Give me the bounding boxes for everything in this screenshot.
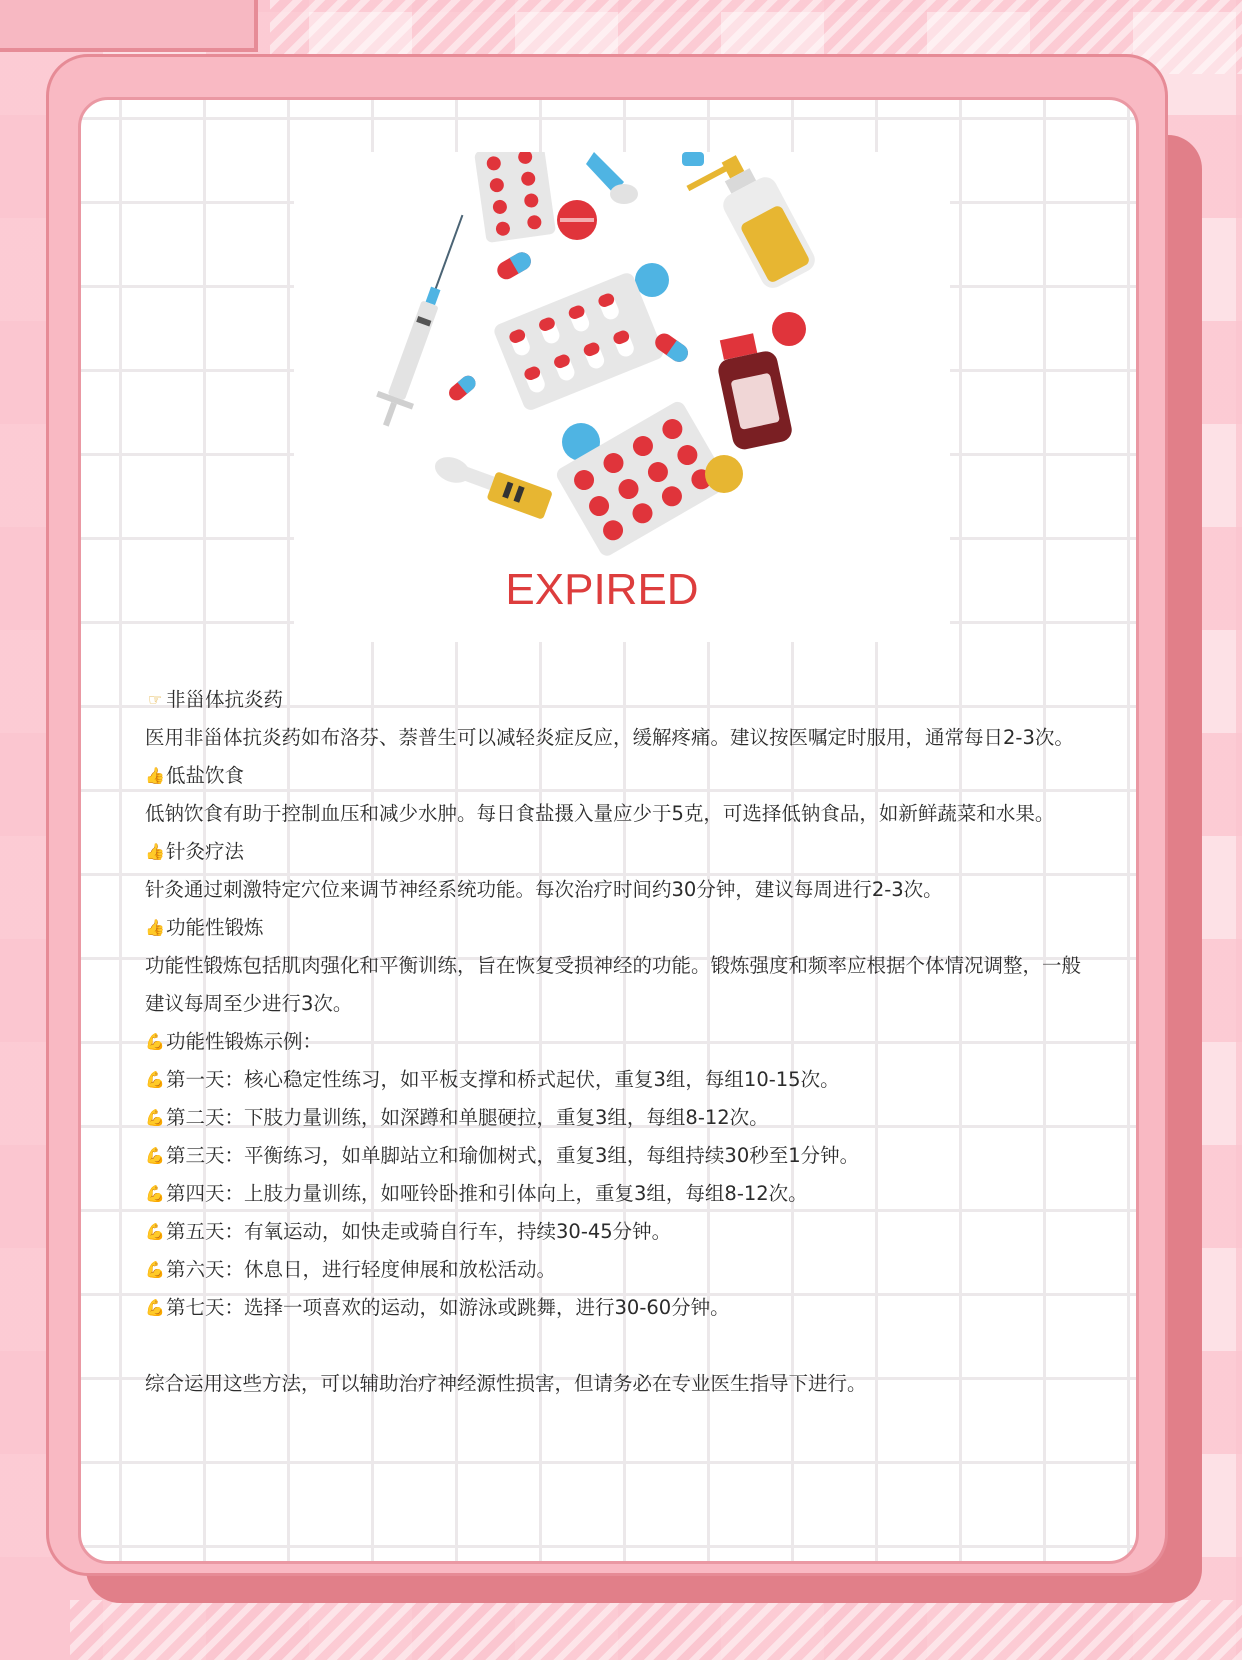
example-day	[145, 1251, 1090, 1289]
example-day	[145, 1099, 1090, 1137]
medicine-illustration-svg	[294, 152, 950, 642]
example-day	[145, 1213, 1090, 1251]
blister-pack-bottom-icon	[554, 399, 730, 559]
section-heading	[145, 833, 1090, 871]
thumbs-up-icon: 👍	[145, 918, 165, 937]
capsule-icon	[494, 249, 534, 283]
section-title: 功能性锻炼	[166, 916, 264, 939]
blister-pack-large-icon	[492, 271, 666, 412]
flexed-biceps-icon: 💪	[145, 1260, 165, 1279]
section-title: 非甾体抗炎药	[166, 688, 284, 711]
yellow-pill-icon	[705, 455, 743, 493]
example-day	[145, 1061, 1090, 1099]
section-text: 功能性锻炼包括肌肉强化和平衡训练，旨在恢复受损神经的功能。锻炼强度和频率应根据个体情况调整，一般建议每周至少进行3次。	[145, 954, 1082, 1015]
red-pill-right-icon	[772, 312, 806, 346]
example-day-text: 第七天：选择一项喜欢的运动，如游泳或跳舞，进行30-60分钟。	[166, 1296, 730, 1319]
flexed-biceps-icon: 💪	[145, 1146, 165, 1165]
medicine-bottle-icon	[712, 330, 794, 452]
example-day-text: 第二天：下肢力量训练，如深蹲和单腿硬拉，重复3组，每组8-12次。	[166, 1106, 769, 1129]
flexed-biceps-icon: 💪	[145, 1108, 165, 1127]
section-title: 低盐饮食	[166, 764, 245, 787]
section-text: 针灸通过刺激特定穴位来调节神经系统功能。每次治疗时间约30分钟，建议每周进行2-3次。	[145, 878, 943, 901]
section-title: 针灸疗法	[166, 840, 245, 863]
section-text: 医用非甾体抗炎药如布洛芬、萘普生可以减轻炎症反应，缓解疼痛。建议按医嘱定时服用，通常每日2-3次。	[145, 726, 1074, 749]
dropper-icon	[586, 152, 704, 204]
blue-pill-icon	[635, 263, 669, 297]
example-day	[145, 1175, 1090, 1213]
flexed-biceps-icon: 💪	[145, 1184, 165, 1203]
section-text: 低钠饮食有助于控制血压和减少水肿。每日食盐摄入量应少于5克，可选择低钠食品，如新鲜蔬菜和水果。	[145, 802, 1055, 825]
conclusion-text: 综合运用这些方法，可以辅助治疗神经源性损害，但请务必在专业医生指导下进行。	[145, 1372, 867, 1395]
example-day	[145, 1289, 1090, 1327]
spray-bottle-icon	[685, 152, 819, 302]
example-day-text: 第三天：平衡练习，如单脚站立和瑜伽树式，重复3组，每组持续30秒至1分钟。	[166, 1144, 860, 1167]
ampoule-icon	[430, 451, 553, 520]
thumbs-up-icon: 👍	[145, 842, 165, 861]
flexed-biceps-icon: 💪	[145, 1032, 165, 1051]
example-day-text: 第六天：休息日，进行轻度伸展和放松活动。	[166, 1258, 557, 1281]
blister-pack-small-icon	[474, 152, 556, 243]
spacer	[145, 1327, 1090, 1365]
section-heading	[145, 909, 1090, 947]
example-title: 功能性锻炼示例：	[166, 1030, 323, 1053]
section-heading	[145, 757, 1090, 795]
article-content	[145, 681, 1090, 1403]
corner-tab-decoration	[0, 0, 258, 52]
capsule-right-icon	[652, 330, 692, 365]
syringe-icon	[368, 209, 480, 432]
section-heading	[145, 681, 1090, 719]
example-heading	[145, 1023, 1090, 1061]
example-day-text: 第一天：核心稳定性练习，如平板支撑和桥式起伏，重复3组，每组10-15次。	[166, 1068, 840, 1091]
example-day-text: 第五天：有氧运动，如快走或骑自行车，持续30-45分钟。	[166, 1220, 672, 1243]
example-day	[145, 1137, 1090, 1175]
flexed-biceps-icon: 💪	[145, 1298, 165, 1317]
expired-caption: EXPIRED	[505, 565, 699, 614]
pointing-hand-icon: ☞	[147, 690, 163, 709]
example-day-text: 第四天：上肢力量训练，如哑铃卧推和引体向上，重复3组，每组8-12次。	[166, 1182, 808, 1205]
thumbs-up-icon: 👍	[145, 766, 165, 785]
flexed-biceps-icon: 💪	[145, 1222, 165, 1241]
capsule-small-icon	[446, 373, 479, 404]
flexed-biceps-icon: 💪	[145, 1070, 165, 1089]
stripe-decoration-bottom	[70, 1600, 1242, 1660]
medicine-illustration	[294, 152, 950, 642]
